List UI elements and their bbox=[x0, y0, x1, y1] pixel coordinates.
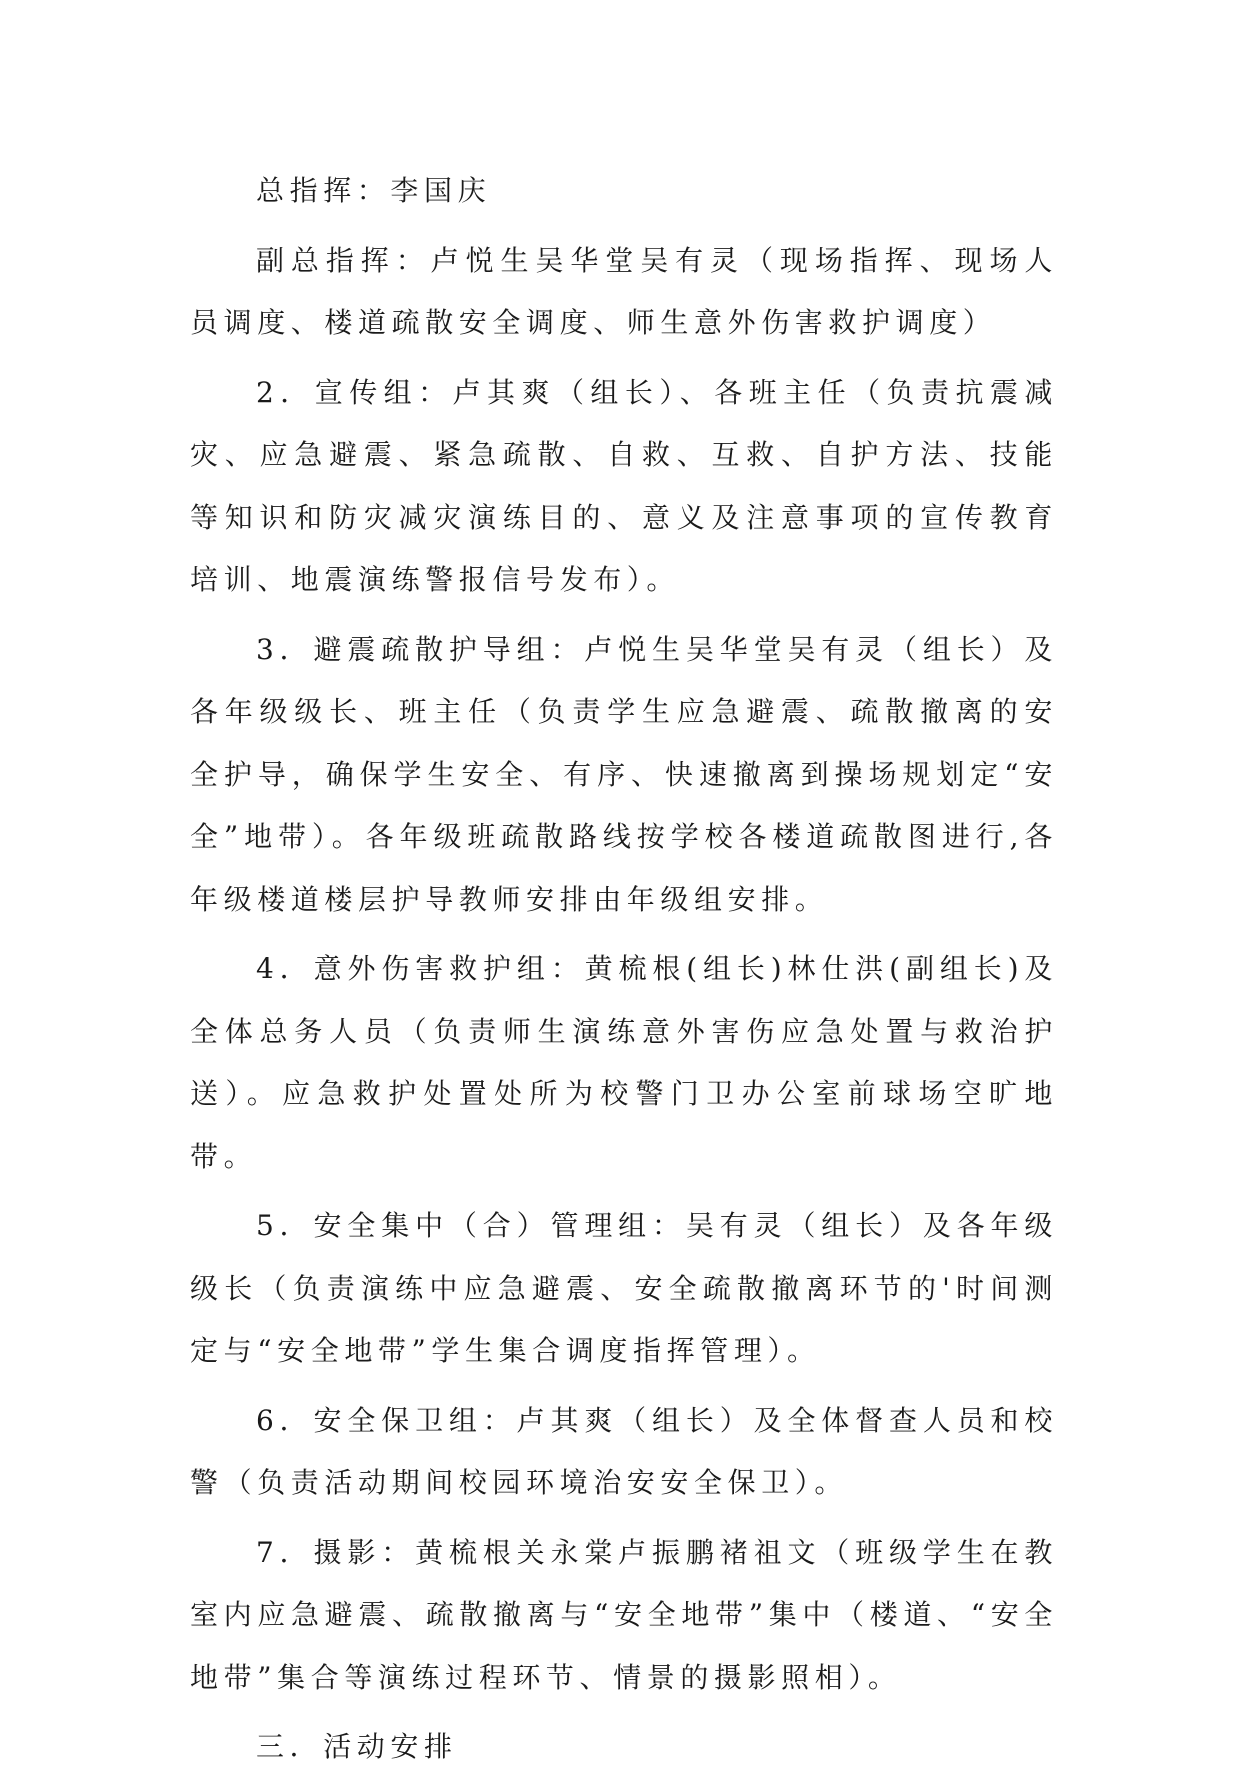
paragraph-deputy-commander: 副总指挥：卢悦生吴华堂吴有灵（现场指挥、现场人员调度、楼道疏散安全调度、师生意外伤害救护调度） bbox=[190, 243, 1058, 339]
paragraph-security-group: 6．安全保卫组：卢其爽（组长）及全体督查人员和校警（负责活动期间校园环境治安安全保卫）。 bbox=[190, 1403, 1058, 1499]
paragraph-assembly-group: 5．安全集中（合）管理组：吴有灵（组长）及各年级级长（负责演练中应急避震、安全疏散撤离环节的'时间测定与“安全地带”学生集合调度指挥管理）。 bbox=[190, 1209, 1058, 1367]
paragraph-commander: 总指挥：李国庆 bbox=[256, 174, 492, 207]
paragraph-evacuation-group: 3．避震疏散护导组：卢悦生吴华堂吴有灵（组长）及各年级级长、班主任（负责学生应急避震、疏散撤离的安全护导，确保学生安全、有序、快速撤离到操场规划定“安全”地带）。各年级班疏散路线按学校各楼道疏散图进行,各年级楼道楼层护导教师安排由年级组安排。 bbox=[190, 632, 1058, 916]
paragraph-photography: 7．摄影：黄梳根关永棠卢振鹏褚祖文（班级学生在教室内应急避震、疏散撤离与“安全地带”集中（楼道、“安全地带”集合等演练过程环节、情景的摄影照相）。 bbox=[190, 1535, 1058, 1694]
paragraph-publicity-group: 2．宣传组：卢其爽（组长）、各班主任（负责抗震减灾、应急避震、紧急疏散、自救、互救、自护方法、技能等知识和防灾减灾演练目的、意义及注意事项的宣传教育培训、地震演练警报信号发布）。 bbox=[190, 375, 1058, 596]
section-heading-activity-arrangement: 三．活动安排 bbox=[256, 1730, 458, 1763]
paragraph-rescue-group: 4．意外伤害救护组：黄梳根(组长)林仕洪(副组长)及全体总务人员（负责师生演练意外害伤应急处置与救治护送）。应急救护处置处所为校警门卫办公室前球场空旷地带。 bbox=[190, 952, 1058, 1173]
document-body bbox=[190, 160, 1058, 1786]
